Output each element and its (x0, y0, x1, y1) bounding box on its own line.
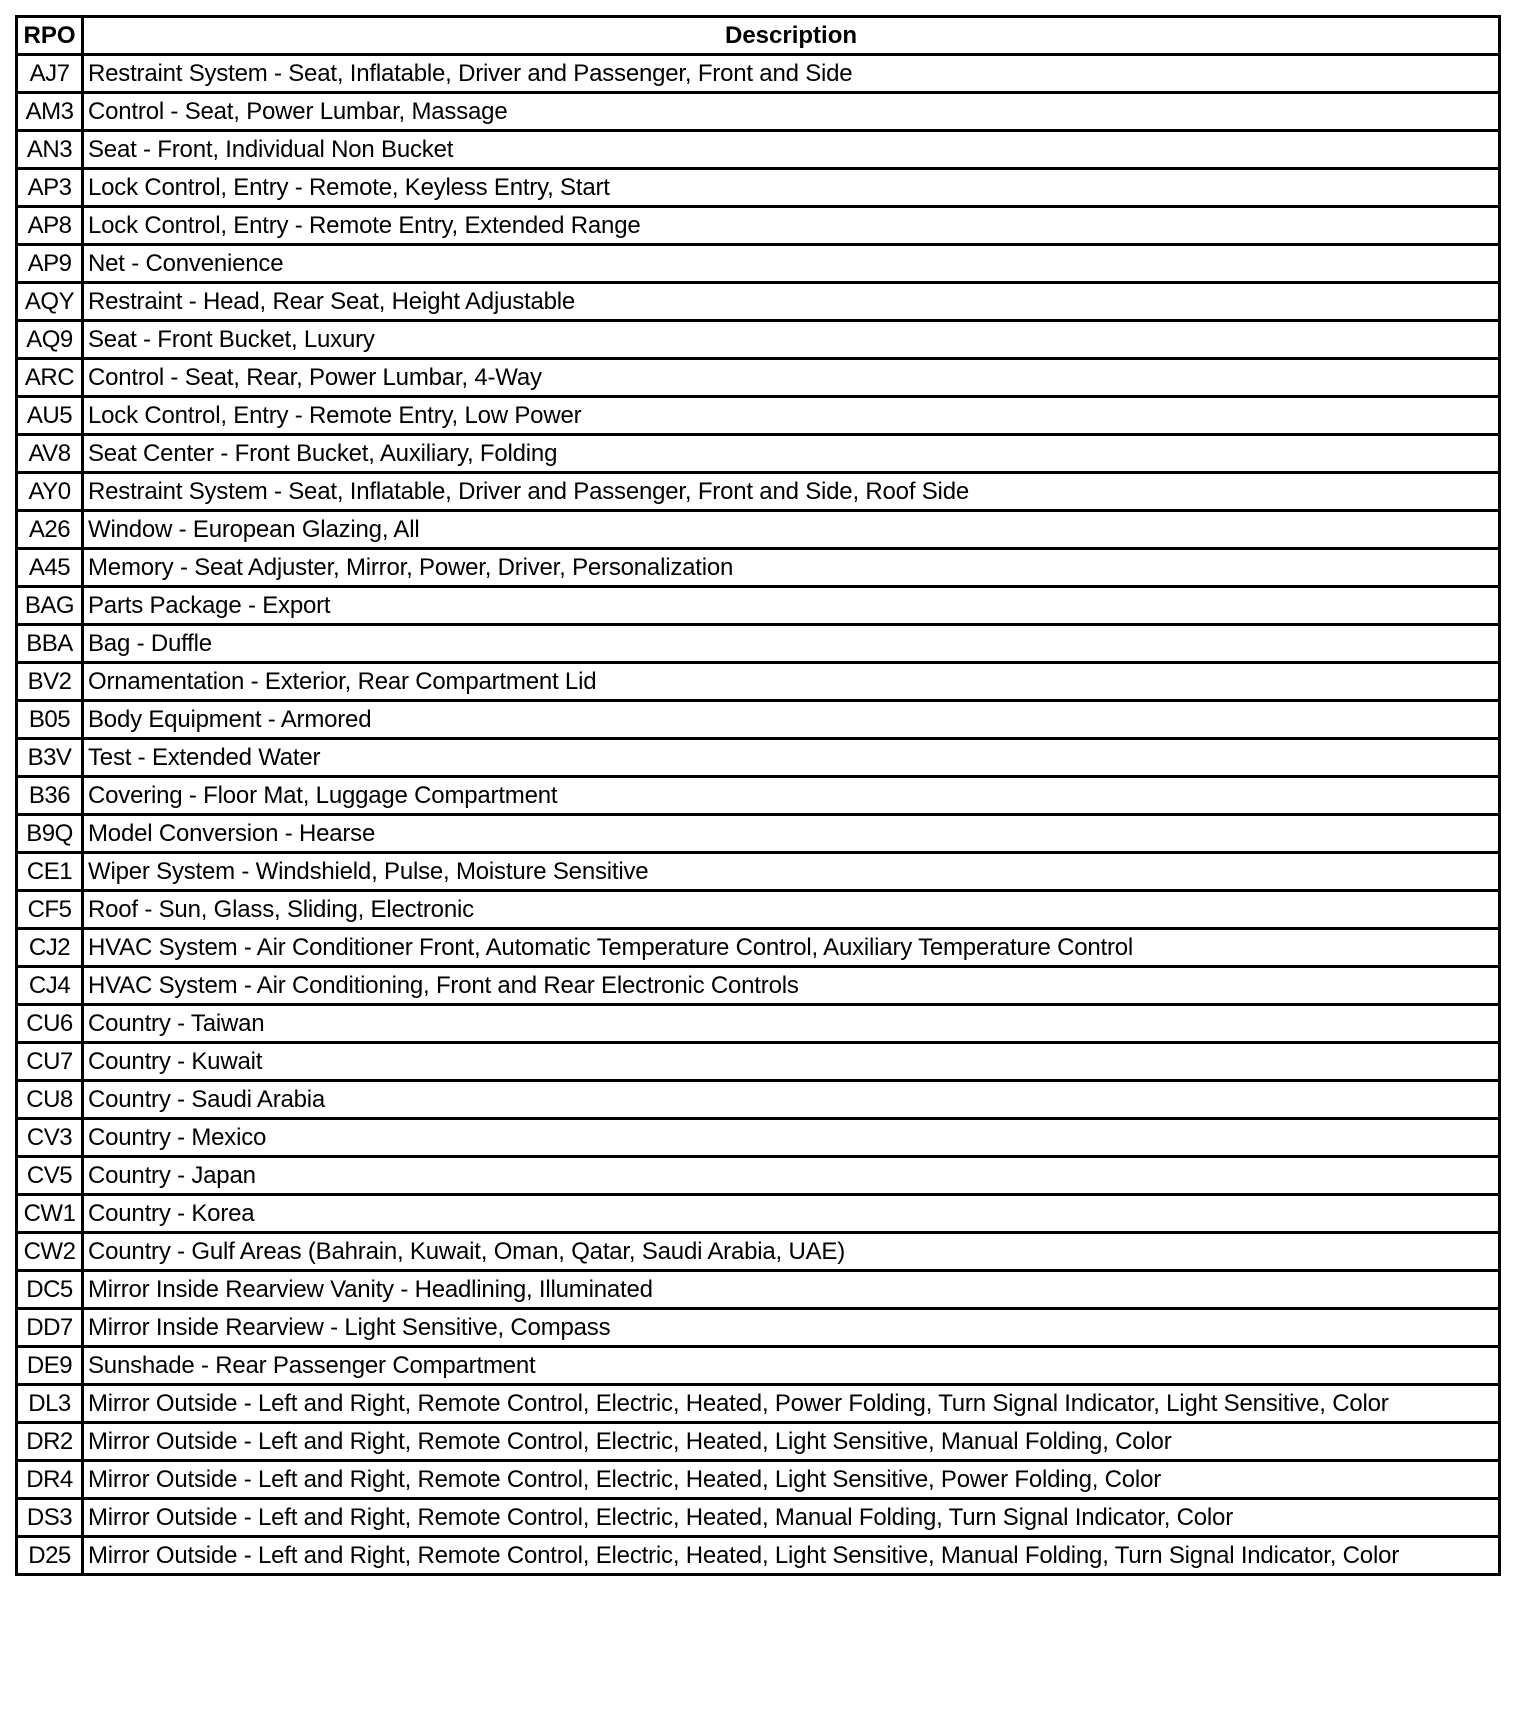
description-cell: Mirror Outside - Left and Right, Remote Control, Electric, Heated, Light Sensitive, Power Folding, Color (83, 1461, 1500, 1499)
description-cell: Window - European Glazing, All (83, 511, 1500, 549)
table-row (17, 207, 1500, 245)
rpo-code-cell: CJ2 (17, 929, 83, 967)
table-row (17, 1499, 1500, 1537)
description-cell: Restraint System - Seat, Inflatable, Driver and Passenger, Front and Side (83, 55, 1500, 93)
rpo-code-cell: BAG (17, 587, 83, 625)
rpo-code-cell: AU5 (17, 397, 83, 435)
table-row (17, 1005, 1500, 1043)
table-row (17, 1309, 1500, 1347)
table-row (17, 473, 1500, 511)
description-cell: Parts Package - Export (83, 587, 1500, 625)
description-column-header: Description (83, 17, 1500, 55)
description-cell: Country - Korea (83, 1195, 1500, 1233)
rpo-code-cell: CV5 (17, 1157, 83, 1195)
table-row (17, 891, 1500, 929)
rpo-code-cell: DR2 (17, 1423, 83, 1461)
table-row (17, 131, 1500, 169)
description-cell: Mirror Outside - Left and Right, Remote Control, Electric, Heated, Light Sensitive, Manual Folding, Color (83, 1423, 1500, 1461)
table-row (17, 435, 1500, 473)
table-row (17, 55, 1500, 93)
rpo-code-cell: A26 (17, 511, 83, 549)
table-row (17, 549, 1500, 587)
description-cell: Country - Taiwan (83, 1005, 1500, 1043)
rpo-code-cell: B9Q (17, 815, 83, 853)
description-cell: Body Equipment - Armored (83, 701, 1500, 739)
table-row (17, 321, 1500, 359)
description-cell: Model Conversion - Hearse (83, 815, 1500, 853)
table-row (17, 1195, 1500, 1233)
table-row (17, 1537, 1500, 1575)
rpo-code-cell: DD7 (17, 1309, 83, 1347)
table-row (17, 739, 1500, 777)
description-cell: Country - Kuwait (83, 1043, 1500, 1081)
description-cell: Mirror Outside - Left and Right, Remote Control, Electric, Heated, Light Sensitive, Manual Folding, Turn Signal Indicator, Color (83, 1537, 1500, 1575)
description-cell: Control - Seat, Power Lumbar, Massage (83, 93, 1500, 131)
rpo-code-cell: CV3 (17, 1119, 83, 1157)
description-cell: Mirror Outside - Left and Right, Remote Control, Electric, Heated, Manual Folding, Turn Signal Indicator, Color (83, 1499, 1500, 1537)
table-row (17, 929, 1500, 967)
rpo-code-cell: AV8 (17, 435, 83, 473)
description-cell: Roof - Sun, Glass, Sliding, Electronic (83, 891, 1500, 929)
table-row (17, 397, 1500, 435)
table-body (17, 55, 1500, 1575)
rpo-code-cell: B36 (17, 777, 83, 815)
description-cell: Lock Control, Entry - Remote Entry, Low Power (83, 397, 1500, 435)
rpo-code-cell: CU6 (17, 1005, 83, 1043)
rpo-document (15, 15, 1498, 1576)
description-cell: Seat - Front, Individual Non Bucket (83, 131, 1500, 169)
rpo-code-cell: AJ7 (17, 55, 83, 93)
description-cell: Lock Control, Entry - Remote Entry, Extended Range (83, 207, 1500, 245)
table-header (17, 17, 1500, 55)
table-row (17, 1043, 1500, 1081)
rpo-code-cell: BBA (17, 625, 83, 663)
rpo-code-cell: CU7 (17, 1043, 83, 1081)
table-row (17, 283, 1500, 321)
description-cell: Ornamentation - Exterior, Rear Compartment Lid (83, 663, 1500, 701)
table-row (17, 1461, 1500, 1499)
description-cell: Restraint System - Seat, Inflatable, Driver and Passenger, Front and Side, Roof Side (83, 473, 1500, 511)
rpo-code-cell: DS3 (17, 1499, 83, 1537)
rpo-code-cell: CJ4 (17, 967, 83, 1005)
description-cell: HVAC System - Air Conditioning, Front and Rear Electronic Controls (83, 967, 1500, 1005)
rpo-code-cell: AY0 (17, 473, 83, 511)
table-row (17, 93, 1500, 131)
rpo-code-cell: B3V (17, 739, 83, 777)
rpo-code-cell: AP8 (17, 207, 83, 245)
description-cell: HVAC System - Air Conditioner Front, Automatic Temperature Control, Auxiliary Temperature Control (83, 929, 1500, 967)
table-row (17, 1271, 1500, 1309)
rpo-code-cell: CE1 (17, 853, 83, 891)
rpo-code-cell: AM3 (17, 93, 83, 131)
description-cell: Memory - Seat Adjuster, Mirror, Power, Driver, Personalization (83, 549, 1500, 587)
table-row (17, 663, 1500, 701)
table-row (17, 701, 1500, 739)
description-cell: Seat Center - Front Bucket, Auxiliary, Folding (83, 435, 1500, 473)
table-row (17, 853, 1500, 891)
description-cell: Net - Convenience (83, 245, 1500, 283)
rpo-code-cell: ARC (17, 359, 83, 397)
header-row (17, 17, 1500, 55)
table-row (17, 359, 1500, 397)
description-cell: Lock Control, Entry - Remote, Keyless Entry, Start (83, 169, 1500, 207)
description-cell: Sunshade - Rear Passenger Compartment (83, 1347, 1500, 1385)
table-row (17, 587, 1500, 625)
rpo-code-cell: A45 (17, 549, 83, 587)
rpo-code-cell: B05 (17, 701, 83, 739)
description-cell: Mirror Inside Rearview - Light Sensitive, Compass (83, 1309, 1500, 1347)
description-cell: Country - Mexico (83, 1119, 1500, 1157)
table-row (17, 967, 1500, 1005)
rpo-code-cell: D25 (17, 1537, 83, 1575)
rpo-code-cell: CW1 (17, 1195, 83, 1233)
table-row (17, 511, 1500, 549)
rpo-column-header: RPO (17, 17, 83, 55)
table-row (17, 1119, 1500, 1157)
table-row (17, 245, 1500, 283)
rpo-code-cell: AN3 (17, 131, 83, 169)
rpo-code-cell: AQ9 (17, 321, 83, 359)
rpo-code-cell: DR4 (17, 1461, 83, 1499)
table-row (17, 815, 1500, 853)
rpo-code-cell: CU8 (17, 1081, 83, 1119)
rpo-code-cell: CF5 (17, 891, 83, 929)
description-cell: Country - Gulf Areas (Bahrain, Kuwait, Oman, Qatar, Saudi Arabia, UAE) (83, 1233, 1500, 1271)
table-row (17, 625, 1500, 663)
rpo-table (15, 15, 1501, 1576)
rpo-code-cell: DE9 (17, 1347, 83, 1385)
description-cell: Country - Saudi Arabia (83, 1081, 1500, 1119)
description-cell: Control - Seat, Rear, Power Lumbar, 4-Way (83, 359, 1500, 397)
description-cell: Mirror Outside - Left and Right, Remote Control, Electric, Heated, Power Folding, Turn Signal Indicator, Light Sensitive, Color (83, 1385, 1500, 1423)
table-row (17, 169, 1500, 207)
table-row (17, 1423, 1500, 1461)
rpo-code-cell: DC5 (17, 1271, 83, 1309)
description-cell: Seat - Front Bucket, Luxury (83, 321, 1500, 359)
table-row (17, 777, 1500, 815)
table-row (17, 1157, 1500, 1195)
description-cell: Restraint - Head, Rear Seat, Height Adjustable (83, 283, 1500, 321)
description-cell: Bag - Duffle (83, 625, 1500, 663)
table-row (17, 1081, 1500, 1119)
description-cell: Wiper System - Windshield, Pulse, Moisture Sensitive (83, 853, 1500, 891)
rpo-code-cell: DL3 (17, 1385, 83, 1423)
description-cell: Test - Extended Water (83, 739, 1500, 777)
table-row (17, 1385, 1500, 1423)
rpo-code-cell: AQY (17, 283, 83, 321)
table-row (17, 1347, 1500, 1385)
description-cell: Country - Japan (83, 1157, 1500, 1195)
rpo-code-cell: AP3 (17, 169, 83, 207)
table-row (17, 1233, 1500, 1271)
description-cell: Covering - Floor Mat, Luggage Compartment (83, 777, 1500, 815)
rpo-code-cell: BV2 (17, 663, 83, 701)
rpo-code-cell: CW2 (17, 1233, 83, 1271)
description-cell: Mirror Inside Rearview Vanity - Headlining, Illuminated (83, 1271, 1500, 1309)
rpo-code-cell: AP9 (17, 245, 83, 283)
